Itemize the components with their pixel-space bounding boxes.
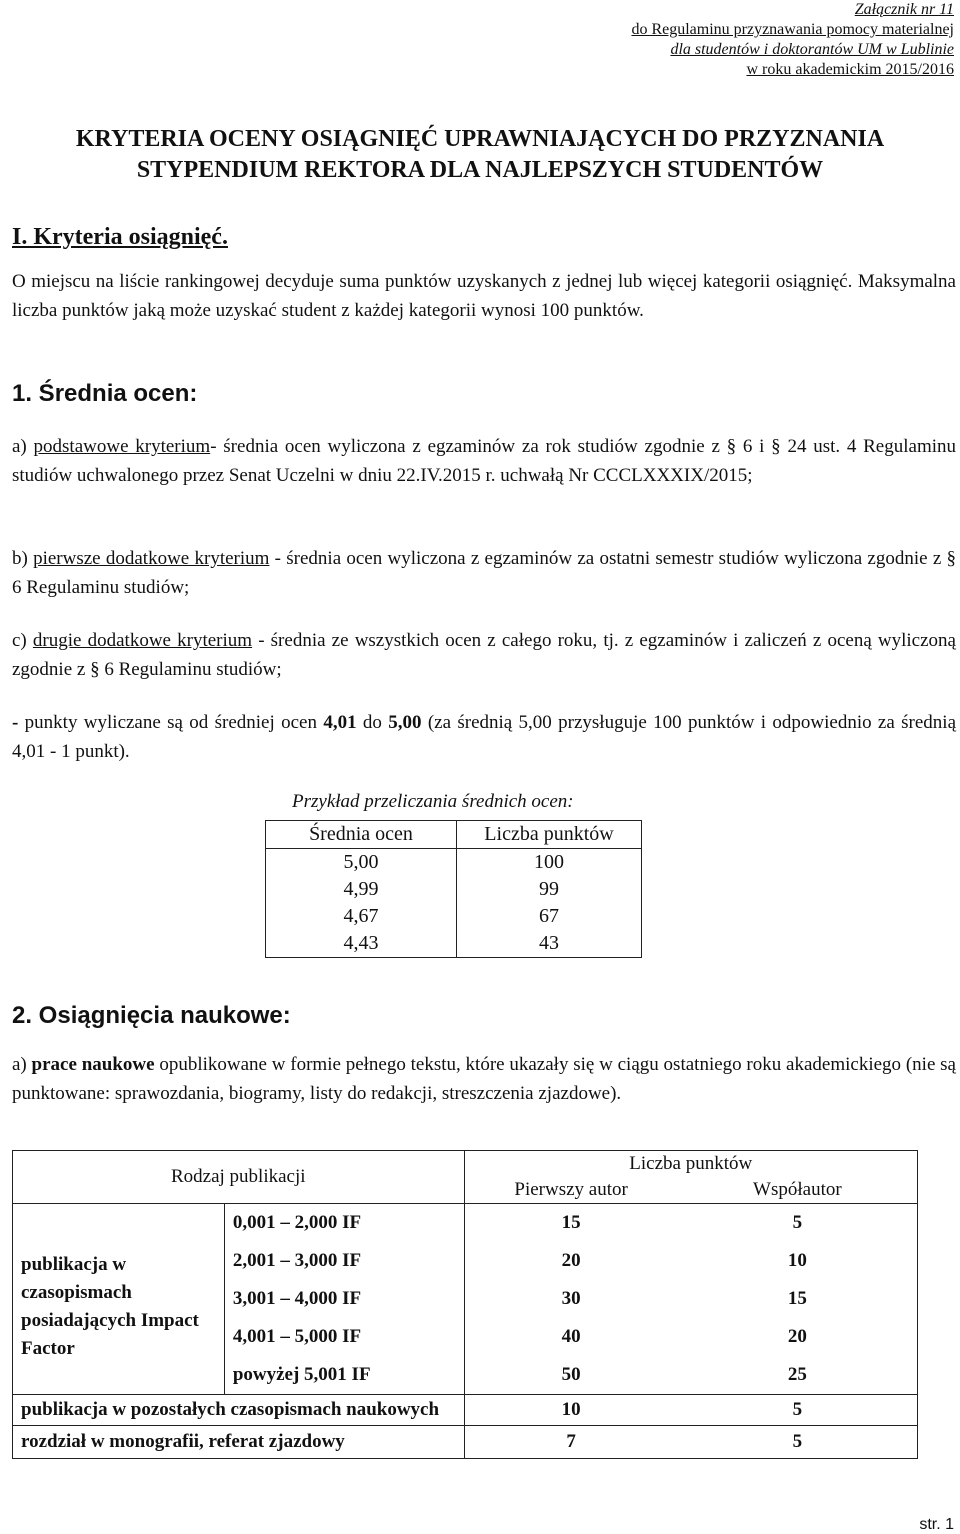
science-a-label: prace naukowe (31, 1054, 155, 1075)
table-row: 3,001 – 4,000 IF 30 15 (13, 1280, 918, 1318)
table-row: 4,001 – 5,000 IF 40 20 (13, 1318, 918, 1356)
criterion-a-label: podstawowe kryterium (33, 436, 211, 457)
table-row: 4,43 43 (266, 930, 642, 958)
criterion-c-label: drugie dodatkowe kryterium (32, 630, 253, 651)
example-header-average: Średnia ocen (266, 821, 457, 849)
table-row: 2,001 – 3,000 IF 20 10 (13, 1242, 918, 1280)
publications-table (12, 1150, 918, 1459)
attachment-year: w roku akademickim 2015/2016 (746, 61, 954, 78)
table-row (13, 1151, 918, 1178)
title-line-2: STYPENDIUM REKTORA DLA NAJLEPSZYCH STUDENTÓW (136, 157, 824, 183)
average-heading: 1. Średnia ocen: (12, 380, 198, 407)
attachment-number: Załącznik nr 11 (854, 1, 954, 18)
attachment-audience: dla studentów i doktorantów UM w Lublinie (670, 41, 954, 58)
criterion-c: c) drugie dodatkowe kryterium - średnia ze wszystkich ocen z całego roku, tj. z egzaminów i zaliczeń z oceną wyliczoną zgodnie z § 6 Regulaminu studiów; (12, 630, 956, 680)
header-points: Liczba punktów (464, 1151, 918, 1178)
page-number: str. 1 (919, 1516, 954, 1533)
example-table (265, 820, 642, 958)
intro-paragraph: O miejscu na liście rankingowej decyduje suma punktów uzyskanych z jednej lub więcej kategorii osiągnięć. Maksymalna liczba punktów jaką może uzyskać student z każdej kategorii wynosi 100 punktów. (12, 271, 956, 321)
table-row: 4,67 67 (266, 903, 642, 930)
table-row: 5,00 100 (266, 849, 642, 877)
science-heading: 2. Osiągnięcia naukowe: (12, 1002, 291, 1029)
example-header-points: Liczba punktów (457, 821, 642, 849)
points-rule: - punkty wyliczane są od średniej ocen 4,01 do 5,00 (za średnią 5,00 przysługuje 100 punktów i odpowiednio za średnią 4,01 - 1 punkt). (12, 712, 957, 762)
table-row: publikacja w pozostałych czasopismach naukowych 10 5 (13, 1395, 918, 1426)
other-journals-label: publikacja w pozostałych czasopismach naukowych (13, 1395, 465, 1426)
table-row: rozdział w monografii, referat zjazdowy 7 5 (13, 1426, 918, 1459)
document-title (0, 124, 960, 186)
criterion-b-label: pierwsze dodatkowe kryterium (33, 548, 270, 569)
criterion-b: b) pierwsze dodatkowe kryterium - średnia ocen wyliczona z egzaminów za ostatni semestr studiów wyliczona zgodnie z § 6 Regulaminu studiów; (12, 548, 957, 598)
title-line-1: KRYTERIA OCENY OSIĄGNIĘĆ UPRAWNIAJĄCYCH DO PRZYZNANIA (75, 126, 885, 152)
table-row: publikacja w czasopismach posiadających Impact Factor 0,001 – 2,000 IF 15 5 (13, 1204, 918, 1243)
criterion-a: a) podstawowe kryterium- średnia ocen wyliczona z egzaminów za rok studiów zgodnie z § 6 i § 24 ust. 4 Regulaminu studiów uchwalonego przez Senat Uczelni w dniu 22.IV.2015 r. uchwałą Nr CCCLXXXIX/2015; (12, 436, 957, 486)
header-first-author: Pierwszy autor (464, 1177, 678, 1204)
points-max: 5,00 (388, 712, 422, 733)
points-min: 4,01 (323, 712, 357, 733)
monograph-label: rozdział w monografii, referat zjazdowy (13, 1426, 465, 1459)
attachment-regulation: do Regulaminu przyznawania pomocy materialnej (631, 21, 954, 38)
table-row: powyżej 5,001 IF 50 25 (13, 1356, 918, 1395)
header-publication-type: Rodzaj publikacji (13, 1151, 465, 1204)
section-heading: I. Kryteria osiągnięć. (12, 224, 228, 250)
example-caption: Przykład przeliczania średnich ocen: (292, 791, 574, 812)
science-criterion-a: a) prace naukowe opublikowane w formie pełnego tekstu, które ukazały się w ciągu ostatniego roku akademickiego (nie są punktowane: sprawozdania, biogramy, listy do redakcji, streszczenia zjazdowe). (12, 1054, 956, 1104)
attachment-header (631, 0, 954, 80)
header-coauthor: Współautor (678, 1177, 918, 1204)
impact-factor-label: publikacja w czasopismach posiadających Impact Factor (13, 1204, 225, 1395)
table-row (266, 821, 642, 849)
table-row: 4,99 99 (266, 876, 642, 903)
